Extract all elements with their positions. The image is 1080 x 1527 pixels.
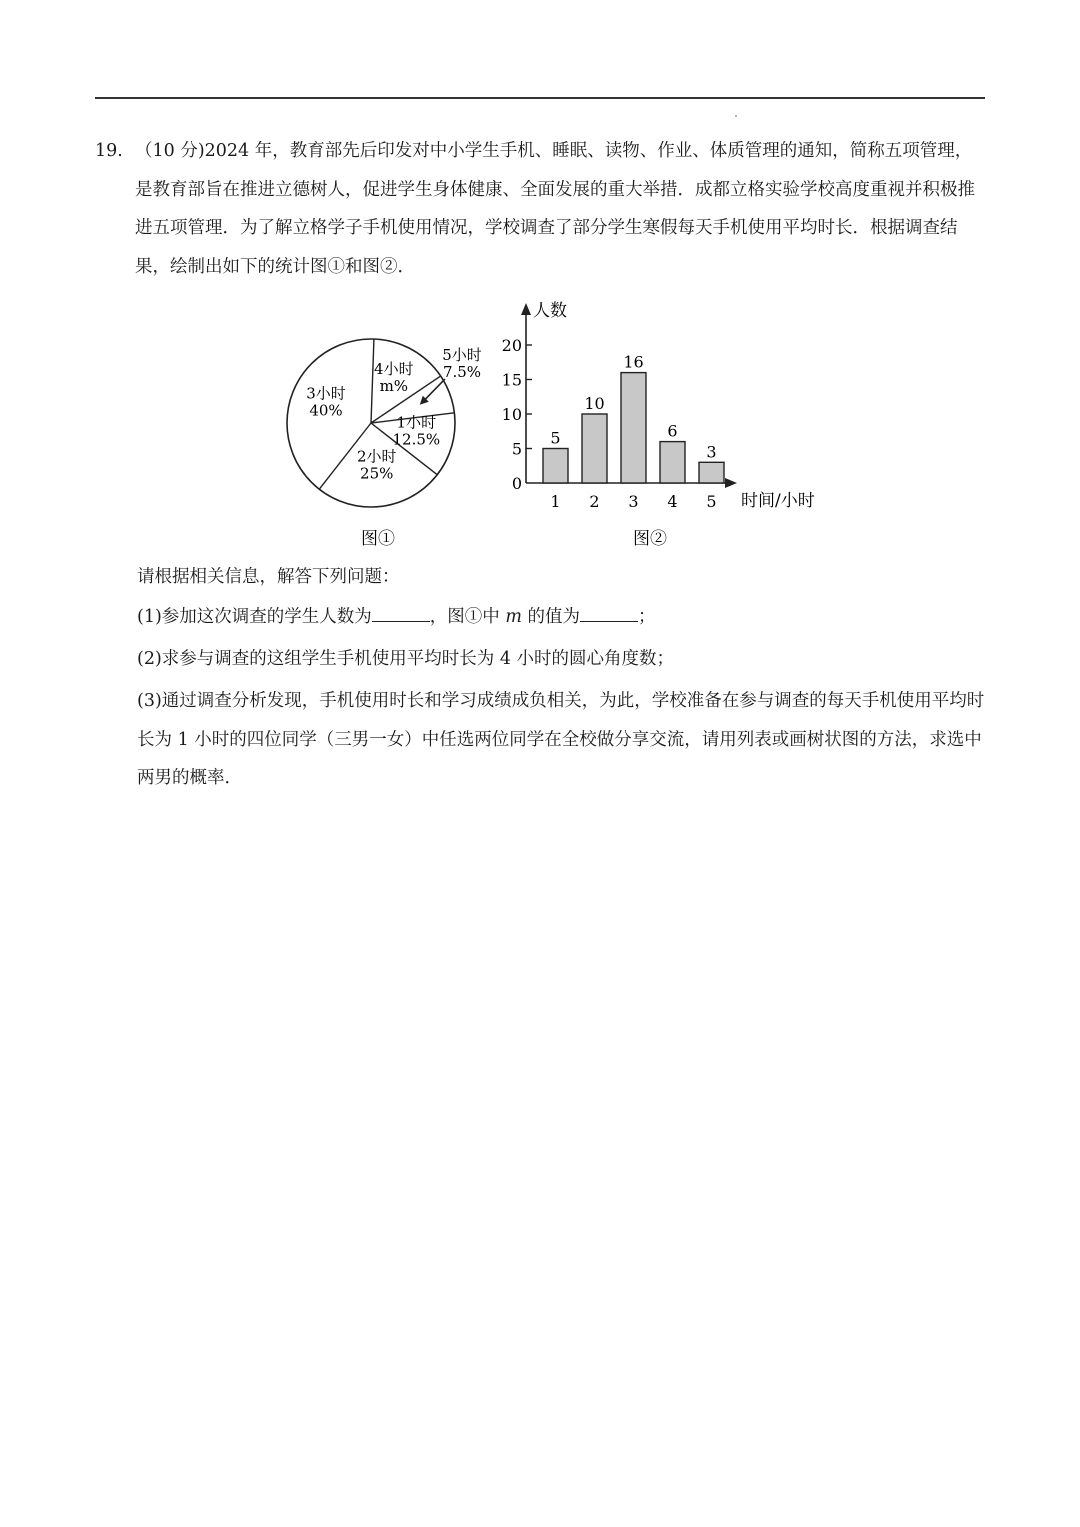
header-rule xyxy=(95,97,985,99)
answer-blank-1[interactable] xyxy=(372,603,430,622)
bar-value-label: 5 xyxy=(550,428,561,448)
bar-3 xyxy=(621,373,646,483)
bar-y-tick-label: 0 xyxy=(511,474,522,493)
pie-slice-value: 12.5% xyxy=(392,430,441,449)
bar-y-axis-arrow xyxy=(521,303,531,315)
question-19 xyxy=(95,132,985,286)
bar-x-tick-label: 4 xyxy=(667,492,678,511)
question-stem: （10 分)2024 年，教育部先后印发对中小学生手机、睡眠、读物、作业、体质管理的通知，简称五项管理，是教育部旨在推进立德树人，促进学生身体健康、全面发展的重大举措．成都立格实验学校高度重视并积极推进五项管理．为了解立格学子手机使用情况，学校调查了部分学生寒假每天手机使用平均时长．根据调查结果，绘制出如下的统计图①和图②． xyxy=(135,141,975,277)
pie-slice-value: 40% xyxy=(309,401,343,420)
answer-blank-2[interactable] xyxy=(580,603,638,622)
question-number: 19. xyxy=(95,141,123,161)
part-3: (3)通过调查分析发现，手机使用时长和学习成绩成负相关，为此，学校准备在参与调查的每天手机使用平均时长为 1 小时的四位同学（三男一女）中任选两位同学在全校做分享交流，请用列表或画树状图的方法，求选中两男的概率． xyxy=(137,691,985,788)
pie-caption: 图① xyxy=(361,529,395,549)
scan-dot xyxy=(735,115,737,117)
bar-y-tick-label: 15 xyxy=(501,370,522,390)
bar-x-tick-label: 1 xyxy=(550,492,561,511)
pie-slice-value: 7.5% xyxy=(442,363,482,381)
part-1-text-a: (1)参加这次调查的学生人数为 xyxy=(137,607,372,627)
part-1 xyxy=(137,598,987,637)
bar-x-tick-label: 5 xyxy=(706,492,717,511)
part-1-text-b: ，图①中 xyxy=(429,607,506,627)
pie-slice-label: 4小时 xyxy=(374,359,414,378)
part-2: (2)求参与调查的这组学生手机使用平均时长为 4 小时的圆心角度数； xyxy=(137,649,675,669)
question-prompt: 请根据相关信息，解答下列问题： xyxy=(137,567,400,587)
pie-slice-value: m% xyxy=(379,376,409,395)
bar-2 xyxy=(582,414,607,483)
bar-5 xyxy=(699,462,724,483)
pie-slice-value: 25% xyxy=(360,464,394,483)
bar-y-tick-label: 5 xyxy=(511,439,522,459)
bar-caption: 图② xyxy=(633,529,667,549)
part-1-text-c: 的值为 xyxy=(521,607,581,627)
bar-y-tick-label: 10 xyxy=(501,405,522,424)
bar-x-tick-label: 3 xyxy=(628,492,639,511)
part-1-variable: m xyxy=(505,607,522,627)
bar-x-axis-arrow xyxy=(725,478,737,488)
bar-value-label: 6 xyxy=(667,421,678,441)
bar-4 xyxy=(660,442,685,483)
bar-y-axis-label: 人数 xyxy=(533,301,567,321)
pie-slice-label: 2小时 xyxy=(356,447,397,466)
bar-x-axis-label: 时间/小时 xyxy=(741,491,815,511)
bar-value-label: 10 xyxy=(584,394,605,413)
figure-area xyxy=(275,295,845,555)
pie-slice-label: 1小时 xyxy=(396,413,437,432)
bar-value-label: 16 xyxy=(623,352,644,372)
pie-slice-label: 3小时 xyxy=(306,384,346,403)
pie-slice-label: 5小时 xyxy=(442,346,482,364)
part-1-text-d: ； xyxy=(638,607,656,627)
bar-1 xyxy=(543,449,568,484)
bar-value-label: 3 xyxy=(706,442,717,462)
bar-y-tick-label: 20 xyxy=(501,336,522,355)
bar-chart xyxy=(275,295,845,555)
bar-x-tick-label: 2 xyxy=(589,492,600,511)
